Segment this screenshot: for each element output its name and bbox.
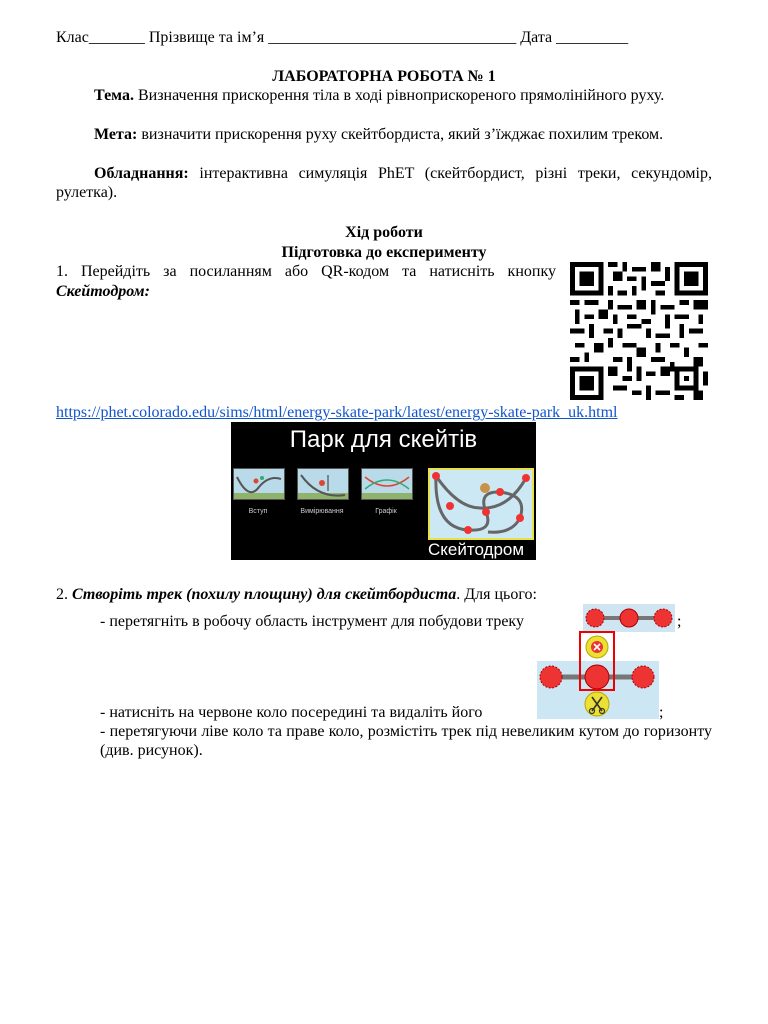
goal-text: визначити прискорення руху скейтбордиста, який з’їжджає похилим треком. [137,126,664,143]
measure-screen-thumbnail[interactable] [297,468,349,500]
splash-title: Парк для скейтів [289,426,478,453]
phet-simulation-link[interactable]: https://phet.colorado.edu/sims/html/energy-skate-park/latest/energy-skate-park_uk.html [56,404,618,421]
graph-screen-thumbnail[interactable] [361,468,413,500]
step2-item-2-end: ; [659,704,664,721]
phet-splash-screenshot [231,422,536,560]
intro-screen-thumbnail[interactable] [233,468,285,500]
step2-heading [56,585,537,604]
delete-node-illustration [537,631,659,719]
preparation-subheading: Підготовка до експерименту [281,244,487,261]
goal-label: Мета: [94,126,138,143]
topic-paragraph [56,86,712,105]
step1-text: 1. Перейдіть за посиланням або QR-кодом та натисніть кнопку [56,263,556,280]
step1-button-name: Скейтодром: [56,283,150,300]
intro-screen-label: Вступ [248,508,268,515]
equipment-paragraph [56,164,712,202]
measure-screen-label: Вимірювання [300,508,344,515]
equipment-text: інтерактивна симуляція PhET (скейтбордист, різні треки, секундомір, рулетка). [56,165,712,201]
procedure-heading: Хід роботи [345,224,423,241]
step2-item-3-text: - перетягуючи ліве коло та праве коло, розмістіть трек під невеликим кутом до горизонту (див. рисунок). [100,723,712,759]
step2-item-2: - натисніть на червоне коло посередині та видаліть його [100,704,483,721]
goal-paragraph [56,125,712,144]
topic-label: Тема. [94,87,134,104]
step2-suffix: . Для цього: [456,586,537,603]
equipment-label: Обладнання: [94,165,189,182]
step2-number: 2. [56,586,72,603]
qr-code[interactable] [566,262,712,400]
graph-screen-label: Графік [375,508,397,515]
skate-park-screen-thumbnail[interactable] [428,468,534,540]
step2-item-1: - перетягніть в робочу область інструмент для побудови треку [100,613,524,630]
track-tool-icon [583,604,675,632]
step2-item-3 [100,722,712,760]
page-title: ЛАБОРАТОРНА РОБОТА № 1 [272,68,496,85]
student-info-line: Клас_______ Прізвище та ім’я _______________________________ Дата _________ [56,29,629,46]
topic-text: Визначення прискорення тіла в ході рівноприскореного прямолінійного руху. [133,87,665,104]
step2-title: Створіть трек (похилу площину) для скейтбордиста [72,586,457,603]
skate-park-screen-label: Скейтодром [428,540,525,559]
step2-item-1-end: ; [677,613,682,630]
